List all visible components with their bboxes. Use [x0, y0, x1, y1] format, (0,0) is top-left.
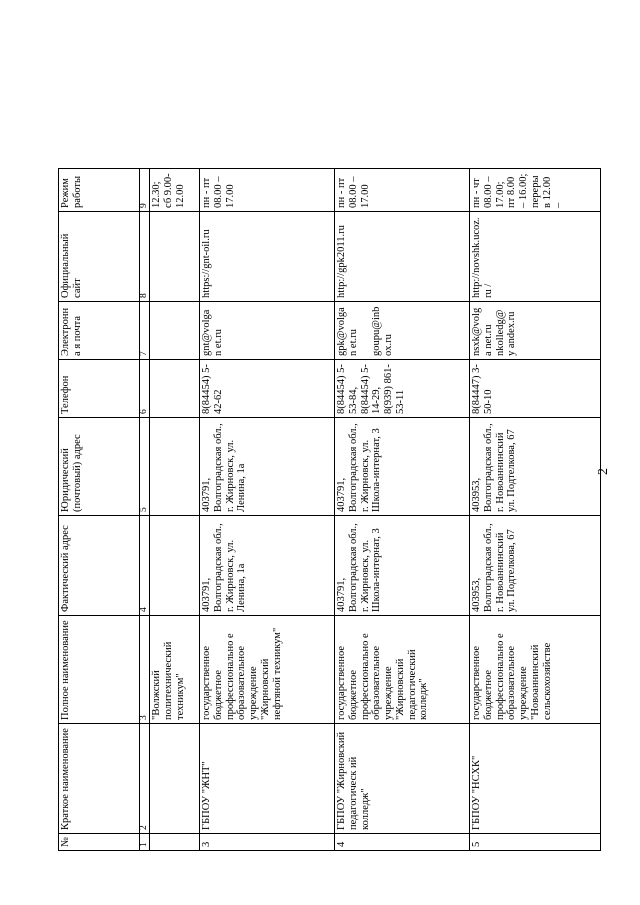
actual-address: 403953, Волгоградская обл., г. Новоаннинский ул. Подтелкова, 67 — [470, 515, 601, 615]
legal-address: 403791, Волгоградская обл., г. Жирновск, ул. Ленина, 1а — [200, 417, 335, 515]
header-cell: Юридический (почтовый) адрес — [59, 417, 140, 515]
row-number: 4 — [335, 833, 470, 850]
column-number: 9 — [140, 168, 150, 211]
column-number: 6 — [140, 359, 150, 417]
column-number-row — [140, 168, 150, 850]
header-cell: Краткое наименование — [59, 723, 140, 833]
working-hours: 12.30; сб 9.00-12.00 — [150, 168, 200, 211]
full-name: государственное бюджетное профессионально е образовательное учреждение "Жирновский педагогический колледж" — [335, 615, 470, 723]
table-row — [335, 168, 470, 850]
full-name: государственное бюджетное профессионально е образовательное учреждение "Новоаннинский сельскохозяйстве — [470, 615, 601, 723]
full-name: "Волжский политехнический техникум" — [150, 615, 200, 723]
email — [150, 301, 200, 359]
legal-address: 403791, Волгоградская обл., г. Жирновск, ул. Школа-интернат, 3 — [335, 417, 470, 515]
header-cell: Официальный сайт — [59, 211, 140, 301]
email-secondary: goupu@inb ox.ru — [371, 306, 394, 356]
short-name: ГБПОУ "НСХК" — [470, 723, 601, 833]
phone: 8(84447) 3-50-10 — [470, 359, 601, 417]
header-cell: Электронна я почта — [59, 301, 140, 359]
header-cell: Режим работы — [59, 168, 140, 211]
legal-address — [150, 417, 200, 515]
header-cell: Фактический адрес — [59, 515, 140, 615]
working-hours: пн - чт 08.00 – 17.00; пт 8.00 – 16.00; перерыв 12.00 – — [470, 168, 601, 211]
actual-address: 403791, Волгоградская обл., г. Жирновск, ул. Школа-интернат, 3 — [335, 515, 470, 615]
phone: 8(84454) 5-53-84, 8(84454) 5-14-29, 8(939) 861-53-11 — [335, 359, 470, 417]
website: https://gnt-oil.ru — [200, 211, 335, 301]
email-cell — [335, 301, 470, 359]
email: gpk@volgan et.ru — [336, 307, 359, 356]
website — [150, 211, 200, 301]
row-number — [150, 833, 200, 850]
header-row — [59, 168, 140, 850]
row-number: 3 — [200, 833, 335, 850]
column-number: 1 — [140, 833, 150, 850]
institutions-table — [58, 168, 601, 851]
actual-address — [150, 515, 200, 615]
column-number: 8 — [140, 211, 150, 301]
full-name: государственное бюджетное профессионально е образовательное учреждение "Жирновский нефтяной техникум" — [200, 615, 335, 723]
header-cell: № — [59, 833, 140, 850]
short-name — [150, 723, 200, 833]
column-number: 3 — [140, 615, 150, 723]
short-name: ГБПОУ "ЖНТ" — [200, 723, 335, 833]
short-name: ГБПОУ "Жирновский педагогическ ий колледж" — [335, 723, 470, 833]
website: http://gpk2011.ru — [335, 211, 470, 301]
working-hours: пн - пт 08.00 – 17.00 — [200, 168, 335, 211]
header-cell: Телефон — [59, 359, 140, 417]
column-number: 7 — [140, 301, 150, 359]
website: http://novshk.ucoz.ru / — [470, 211, 601, 301]
row-number: 5 — [470, 833, 601, 850]
table-row — [470, 168, 601, 850]
column-number: 5 — [140, 417, 150, 515]
phone — [150, 359, 200, 417]
legal-address: 403953, Волгоградская обл., г. Новоаннинский ул. Подтелкова, 67 — [470, 417, 601, 515]
actual-address: 403791, Волгоградская обл., г. Жирновск, ул. Ленина, 1а — [200, 515, 335, 615]
header-cell: Полное наименование — [59, 615, 140, 723]
page-number: 2 — [596, 468, 611, 475]
working-hours: пн - пт 08.00 – 17.00 — [335, 168, 470, 211]
table-row — [150, 168, 200, 850]
phone: 8(84454) 5-42-62 — [200, 359, 335, 417]
column-number: 4 — [140, 515, 150, 615]
table-row — [200, 168, 335, 850]
email: nsxk@volga net.ru nkolledg@y andex.ru — [470, 301, 601, 359]
email: gnt@volgan et.ru — [200, 301, 335, 359]
column-number: 2 — [140, 723, 150, 833]
